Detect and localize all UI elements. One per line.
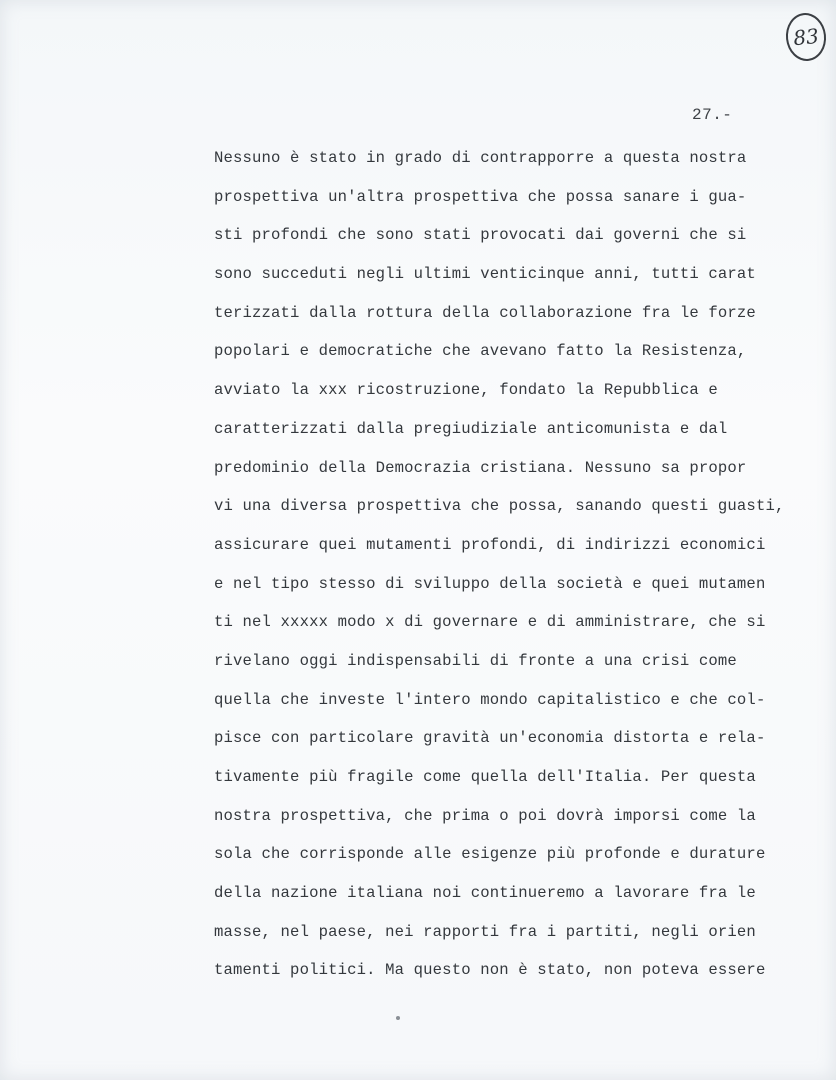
- page-number: 27.-: [692, 106, 733, 124]
- text-line: della nazione italiana noi continueremo a lavorare fra le: [214, 884, 756, 903]
- text-line: nostra prospettiva, che prima o poi dovrà imporsi come la: [214, 806, 756, 825]
- text-line: terizzati dalla rottura della collaborazione fra le forze: [214, 303, 756, 322]
- text-line: popolari e democratiche che avevano fatto la Resistenza,: [214, 342, 747, 361]
- archive-number-text: 83: [792, 23, 820, 51]
- text-line: quella che investe l'intero mondo capitalistico e che col-: [214, 690, 766, 709]
- text-line: assicurare quei mutamenti profondi, di indirizzi economici: [214, 535, 766, 554]
- text-line: e nel tipo stesso di sviluppo della società e quei mutamen: [214, 574, 766, 593]
- text-line: tamenti politici. Ma questo non è stato, non poteva essere: [214, 961, 766, 980]
- text-line: predominio della Democrazia cristiana. Nessuno sa propor: [214, 458, 747, 477]
- text-line: ti nel xxxxx modo x di governare e di amministrare, che si: [214, 613, 766, 632]
- text-line: pisce con particolare gravità un'economia distorta e rela-: [214, 729, 766, 748]
- text-line: sono succeduti negli ultimi venticinque anni, tutti carat: [214, 265, 756, 284]
- text-line: caratterizzati dalla pregiudiziale anticomunista e dal: [214, 419, 728, 438]
- text-line: masse, nel paese, nei rapporti fra i partiti, negli orien: [214, 922, 756, 941]
- typewritten-text-body: [214, 146, 784, 997]
- text-line: avviato la xxx ricostruzione, fondato la Repubblica e: [214, 381, 718, 400]
- archive-number-stamp: [784, 11, 829, 63]
- text-line: vi una diversa prospettiva che possa, sanando questi guasti,: [214, 497, 785, 516]
- text-line: sti profondi che sono stati provocati dai governi che si: [214, 226, 747, 245]
- text-line: tivamente più fragile come quella dell'Italia. Per questa: [214, 768, 756, 786]
- text-line: rivelano oggi indispensabili di fronte a una crisi come: [214, 651, 737, 670]
- ink-speck: [396, 1016, 400, 1020]
- text-line: prospettiva un'altra prospettiva che possa sanare i gua-: [214, 187, 747, 206]
- text-line: sola che corrisponde alle esigenze più profonde e durature: [214, 845, 766, 864]
- text-line: Nessuno è stato in grado di contrapporre a questa nostra: [214, 149, 747, 167]
